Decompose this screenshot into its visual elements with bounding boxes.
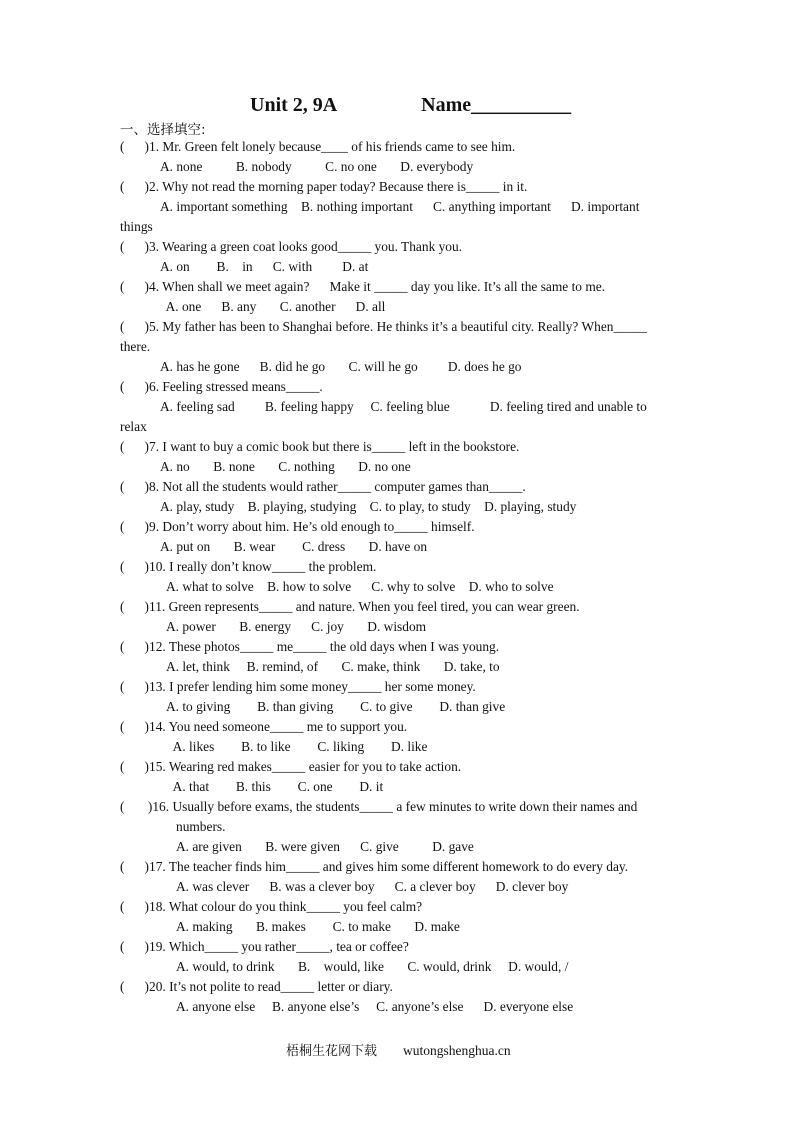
question-options: A. let, think B. remind, of C. make, think D. take, to <box>160 659 500 674</box>
question-stem: ( )7. I want to buy a comic book but there is_____ left in the bookstore. <box>120 439 520 454</box>
question-options: A. was clever B. was a clever boy C. a clever boy D. clever boy <box>176 879 569 894</box>
question-options: A. one B. any C. another D. all <box>163 299 386 314</box>
question-stem: ( )6. Feeling stressed means_____. <box>120 379 323 394</box>
question-options: A. put on B. wear C. dress D. have on <box>160 539 428 554</box>
question-options: A. anyone else B. anyone else’s C. anyone’s else D. everyone else <box>176 999 574 1014</box>
question-stem: ( )20. It’s not polite to read_____ letter or diary. <box>120 979 393 994</box>
question-continuation: there. <box>120 339 151 354</box>
question-stem: ( )8. Not all the students would rather_____ computer games than_____. <box>120 479 526 494</box>
question-options: A. likes B. to like C. liking D. like <box>160 739 428 754</box>
question-stem: ( )5. My father has been to Shanghai before. He thinks it’s a beautiful city. Really? When_____ <box>120 319 647 334</box>
question-options: A. feeling sad B. feeling happy C. feeling blue D. feeling tired and unable to <box>160 399 647 414</box>
question-options: A. that B. this C. one D. it <box>160 779 384 794</box>
question-stem: ( )1. Mr. Green felt lonely because____ of his friends came to see him. <box>120 139 516 154</box>
section-heading: 一、选择填空: <box>120 122 206 138</box>
question-options: A. has he gone B. did he go C. will he go D. does he go <box>160 359 522 374</box>
question-stem: ( )13. I prefer lending him some money_____ her some money. <box>120 679 476 694</box>
question-stem: ( )4. When shall we meet again? Make it _____ day you like. It’s all the same to me. <box>120 279 606 294</box>
question-continuation: relax <box>120 419 147 434</box>
page-title: Unit 2, 9A Name__________ <box>250 94 572 116</box>
question-stem: ( )19. Which_____ you rather_____, tea or coffee? <box>120 939 409 954</box>
question-options: A. play, study B. playing, studying C. to play, to study D. playing, study <box>160 499 577 514</box>
question-stem: ( )15. Wearing red makes_____ easier for you to take action. <box>120 759 462 774</box>
question-options: A. important something B. nothing important C. anything important D. important <box>160 199 640 214</box>
question-stem: ( )12. These photos_____ me_____ the old days when I was young. <box>120 639 500 654</box>
question-stem: ( )2. Why not read the morning paper today? Because there is_____ in it. <box>120 179 528 194</box>
question-stem: ( )11. Green represents_____ and nature. When you feel tired, you can wear green. <box>120 599 580 614</box>
question-stem: ( )10. I really don’t know_____ the problem. <box>120 559 377 574</box>
question-stem: ( )3. Wearing a green coat looks good_____ you. Thank you. <box>120 239 463 254</box>
question-stem: ( )18. What colour do you think_____ you feel calm? <box>120 899 423 914</box>
footer-site-name: 梧桐生花网下载 <box>286 1044 378 1059</box>
question-options: A. making B. makes C. to make D. make <box>176 919 460 934</box>
question-options: A. no B. none C. nothing D. no one <box>160 459 411 474</box>
footer-site-url: wutongshenghua.cn <box>403 1043 511 1058</box>
question-options: A. would, to drink B. would, like C. would, drink D. would, / <box>176 959 569 974</box>
question-stem: ( )16. Usually before exams, the students_____ a few minutes to write down their names and <box>120 799 638 814</box>
question-stem: ( )17. The teacher finds him_____ and gives him some different homework to do every day. <box>120 859 629 874</box>
question-options: A. power B. energy C. joy D. wisdom <box>160 619 427 634</box>
question-options: A. to giving B. than giving C. to give D. than give <box>160 699 506 714</box>
question-stem: ( )9. Don’t worry about him. He’s old enough to_____ himself. <box>120 519 475 534</box>
question-options: A. what to solve B. how to solve C. why to solve D. who to solve <box>160 579 554 594</box>
question-continuation: numbers. <box>176 819 226 834</box>
question-continuation: things <box>120 219 153 234</box>
question-options: A. none B. nobody C. no one D. everybody <box>160 159 474 174</box>
question-stem: ( )14. You need someone_____ me to support you. <box>120 719 408 734</box>
page-footer <box>286 1040 511 1059</box>
question-options: A. are given B. were given C. give D. gave <box>176 839 474 854</box>
question-options: A. on B. in C. with D. at <box>160 259 369 274</box>
question-list <box>120 137 673 1017</box>
